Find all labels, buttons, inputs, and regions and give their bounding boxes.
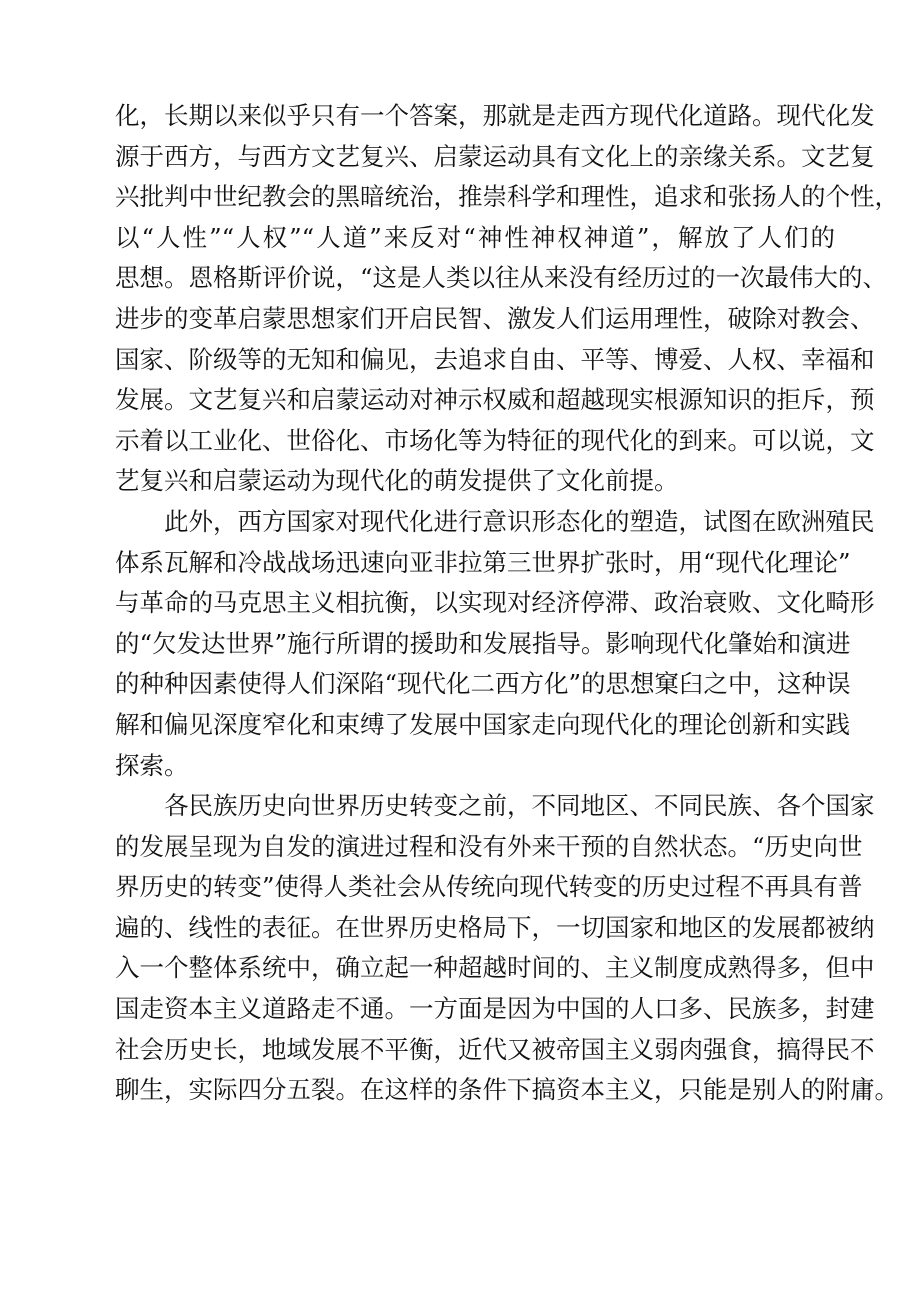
text-line: 遍的、线性的表征。在世界历史格局下，一切国家和地区的发展都被纳 <box>115 912 875 942</box>
paragraph-2 <box>115 502 875 786</box>
text-line: 示着以工业化、世俗化、市场化等为特征的现代化的到来。可以说，文 <box>115 425 875 455</box>
text-line: 兴批判中世纪教会的黑暗统治，推崇科学和理性，追求和张扬人的个性， <box>115 182 899 212</box>
paragraph-1 <box>115 96 899 502</box>
text-line: 思想。恩格斯评价说，“这是人类以往从来没有经历过的一次最伟大的、 <box>115 263 888 293</box>
text-line: 发展。文艺复兴和启蒙运动对神示权威和超越现实根源知识的拒斥，预 <box>115 385 875 415</box>
text-line: 各民族历史向世界历史转变之前，不同地区、不同民族、各个国家 <box>164 791 875 821</box>
text-line: 聊生，实际四分五裂。在这样的条件下搞资本主义，只能是别人的附庸。 <box>115 1075 899 1105</box>
text-line: 的“欠发达世界”施行所谓的援助和发展指导。影响现代化肇始和演进 <box>115 628 851 658</box>
text-line: 的发展呈现为自发的演进过程和没有外来干预的自然状态。“历史向世 <box>115 831 863 861</box>
text-line: 此外，西方国家对现代化进行意识形态化的塑造，试图在欧洲殖民 <box>164 506 875 536</box>
text-line: 入一个整体系统中，确立起一种超越时间的、主义制度成熟得多，但中 <box>115 953 875 983</box>
text-line: 艺复兴和启蒙运动为现代化的萌发提供了文化前提。 <box>115 466 679 496</box>
text-line: 化，长期以来似乎只有一个答案，那就是走西方现代化道路。现代化发 <box>115 101 875 130</box>
text-line: 探索。 <box>115 750 189 780</box>
text-line: 体系瓦解和冷战战场迅速向亚非拉第三世界扩张时，用“现代化理论” <box>115 547 851 577</box>
text-line: 国家、阶级等的无知和偏见，去追求自由、平等、博爱、人权、幸福和 <box>115 344 875 374</box>
text-line: 解和偏见深度窄化和束缚了发展中国家走向现代化的理论创新和实践 <box>115 709 850 739</box>
text-line: 进步的变革启蒙思想家们开启民智、激发人们运用理性，破除对教会、 <box>115 303 875 333</box>
paragraph-3 <box>115 786 899 1111</box>
text-line: 的种种因素使得人们深陷“现代化二西方化”的思想窠臼之中，这种误 <box>115 669 851 699</box>
text-line: 界历史的转变”使得人类社会从传统向现代转变的历史过程不再具有普 <box>115 872 863 902</box>
text-line: 与革命的马克思主义相抗衡，以实现对经济停滞、政治衰败、文化畸形 <box>115 588 875 618</box>
text-line: 以“人性”“人权”“人道”来反对“神性神权神道”，解放了人们的 <box>115 222 835 252</box>
body-text <box>115 96 899 1111</box>
text-line: 国走资本主义道路走不通。一方面是因为中国的人口多、民族多，封建 <box>115 994 875 1024</box>
text-line: 源于西方，与西方文艺复兴、启蒙运动具有文化上的亲缘关系。文艺复 <box>115 141 875 171</box>
text-line: 社会历史长，地域发展不平衡，近代又被帝国主义弱肉强食，搞得民不 <box>115 1034 875 1064</box>
